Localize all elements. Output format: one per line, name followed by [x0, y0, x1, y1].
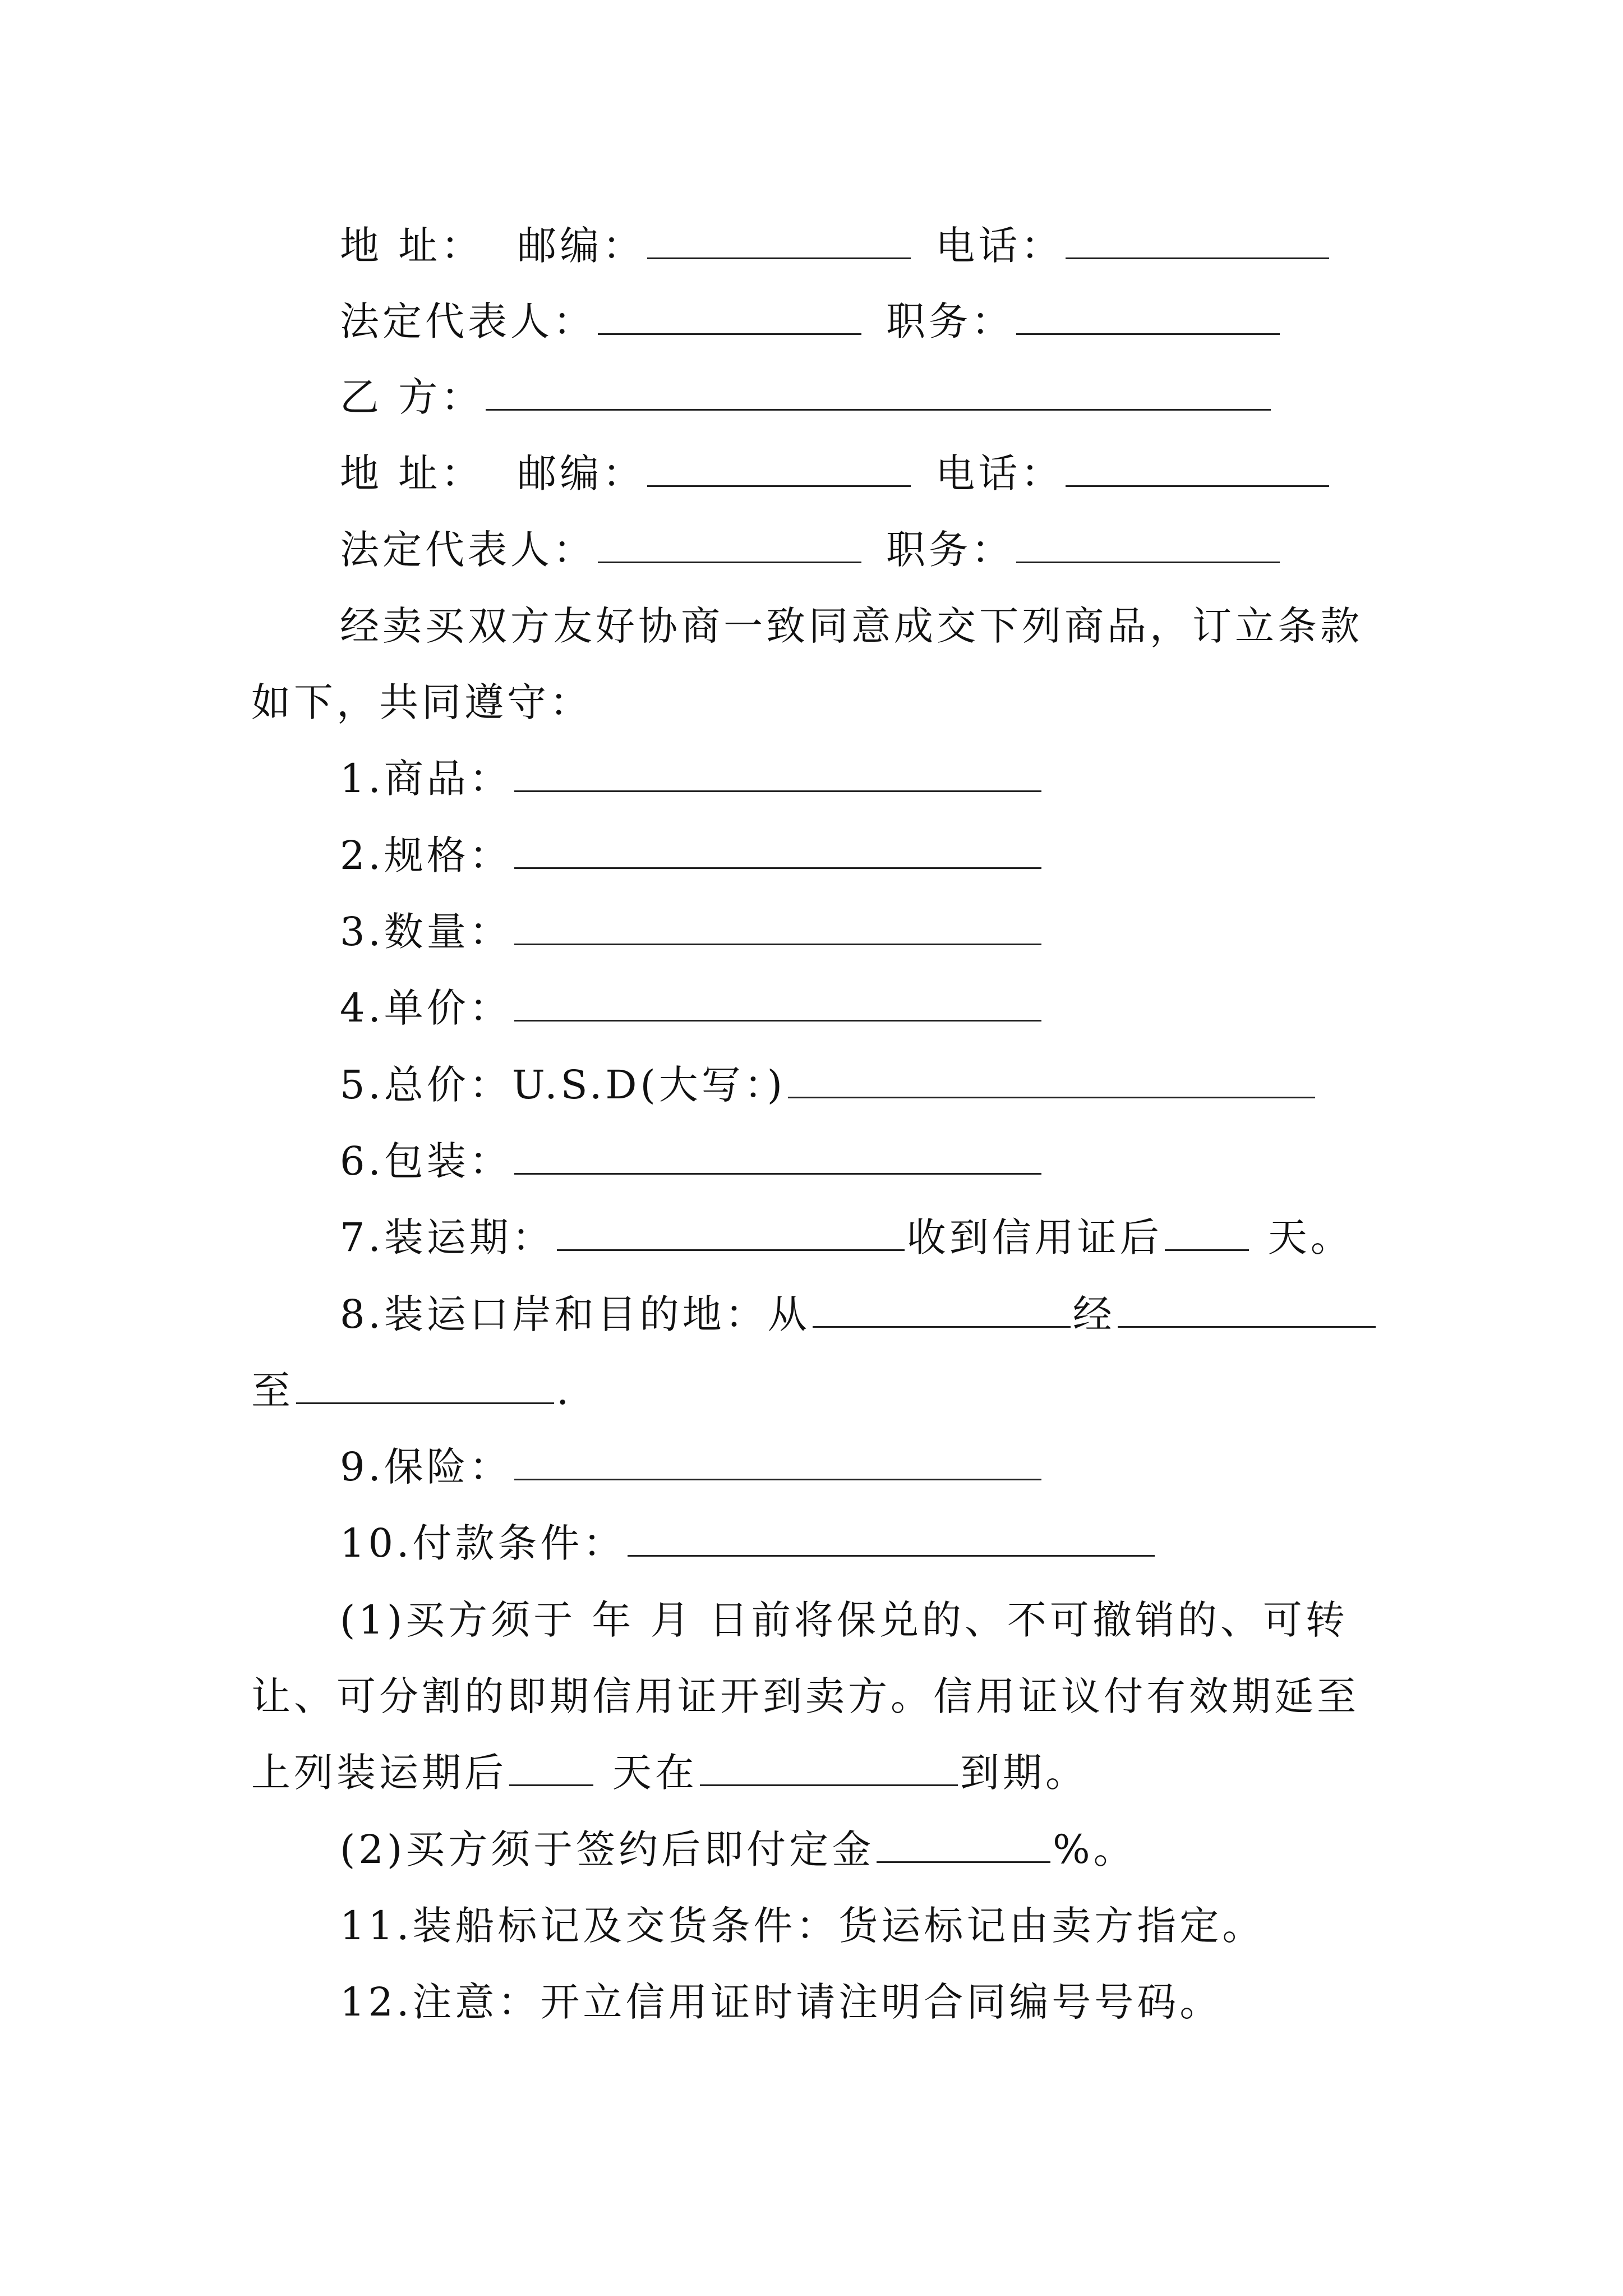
clause-8-via: 经 [1072, 1291, 1115, 1337]
postcode-label: 邮编： [517, 450, 645, 496]
payment-item-1-text-c: 到期。 [960, 1750, 1088, 1796]
clause-5-blank[interactable] [788, 1059, 1315, 1098]
payment-item-1-line-2: 让、可分割的即期信用证开到卖方。信用证议付有效期延至 [251, 1673, 1359, 1719]
payment-item-2-text-a: (2)买方须于签约后即付定金 [340, 1826, 875, 1872]
phone-label: 电话： [935, 223, 1064, 269]
postcode-blank[interactable] [647, 219, 911, 259]
title-label: 职务： [886, 527, 1014, 573]
days-blank[interactable] [1165, 1211, 1249, 1251]
clause-4-blank[interactable] [514, 982, 1041, 1022]
port-from-blank[interactable] [813, 1288, 1071, 1328]
clause-9-line [251, 1433, 1390, 1501]
postcode-blank[interactable] [647, 447, 911, 487]
clause-3-label: 3.数量： [340, 909, 512, 955]
clause-1-blank[interactable] [514, 752, 1041, 792]
clause-6-label: 6.包装： [340, 1138, 512, 1184]
payment-item-1-line-3 [251, 1739, 1390, 1806]
title-blank[interactable] [1016, 295, 1280, 335]
clause-7-label: 7.装运期： [340, 1214, 555, 1260]
port-to-blank[interactable] [296, 1364, 554, 1404]
legal-rep-blank[interactable] [598, 295, 861, 335]
clause-10-line [251, 1510, 1390, 1577]
clause-8-line-2 [251, 1357, 1390, 1424]
clause-8-label: 8.装运口岸和目的地：从 [340, 1291, 810, 1337]
clause-4-line [251, 974, 1390, 1042]
deposit-percent-blank[interactable] [877, 1823, 1050, 1863]
clause-3-line [251, 898, 1390, 965]
legal-rep-label: 法定代表人： [340, 298, 596, 344]
title-label: 职务： [886, 298, 1014, 344]
clause-1-label: 1.商品： [340, 756, 512, 802]
title-blank[interactable] [1016, 523, 1280, 563]
address-label: 地 址： [340, 450, 484, 496]
clause-8-end: . [556, 1368, 573, 1414]
phone-label: 电话： [935, 450, 1064, 496]
legal-rep-label: 法定代表人： [340, 527, 596, 573]
payment-item-2-text-b: %。 [1053, 1826, 1136, 1872]
phone-blank[interactable] [1066, 219, 1329, 259]
party-b-label: 乙 方： [340, 374, 484, 420]
expiry-place-blank[interactable] [700, 1746, 958, 1786]
clause-2-line [251, 822, 1390, 889]
payment-item-2-line [251, 1816, 1390, 1883]
payment-terms-blank[interactable] [628, 1517, 1155, 1557]
clause-9-label: 9.保险： [340, 1444, 512, 1490]
clause-11-line: 11.装船标记及交货条件：货运标记由卖方指定。 [340, 1903, 1265, 1949]
party-b-line [251, 364, 1390, 431]
clause-8-to: 至 [251, 1368, 294, 1414]
party-a-rep-line [251, 288, 1390, 355]
clause-6-line [251, 1128, 1390, 1195]
phone-blank[interactable] [1066, 447, 1329, 487]
clause-6-blank[interactable] [514, 1135, 1041, 1175]
intro-line-1: 经卖买双方友好协商一致同意成交下列商品，订立条款 [340, 603, 1363, 649]
insurance-blank[interactable] [514, 1441, 1041, 1480]
party-b-blank[interactable] [486, 371, 1271, 411]
legal-rep-blank[interactable] [598, 523, 861, 563]
payment-item-1-line-1: (1)买方须于 年 月 日前将保兑的、不可撤销的、可转 [340, 1597, 1348, 1643]
party-b-rep-line [251, 516, 1390, 583]
port-via-blank[interactable] [1118, 1288, 1376, 1328]
validity-days-blank[interactable] [509, 1746, 593, 1786]
clause-3-blank[interactable] [514, 905, 1041, 945]
address-label: 地 址： [340, 223, 484, 269]
clause-4-label: 4.单价： [340, 985, 512, 1031]
clause-10-label: 10.付款条件： [340, 1520, 626, 1566]
party-b-address-line [251, 440, 1390, 507]
postcode-label: 邮编： [517, 223, 645, 269]
clause-5-line [251, 1051, 1390, 1119]
intro-line-2: 如下，共同遵守： [251, 679, 592, 725]
clause-5-label: 5.总价：U.S.D(大写：) [340, 1062, 786, 1108]
clause-8-line [251, 1281, 1390, 1348]
payment-item-1-text-b: 天在 [612, 1750, 698, 1796]
clause-1-line [251, 745, 1390, 812]
clause-12-line: 12.注意：开立信用证时请注明合同编号号码。 [340, 1979, 1223, 2025]
clause-2-label: 2.规格： [340, 832, 512, 878]
shipment-period-blank[interactable] [557, 1211, 905, 1251]
clause-7-mid: 收到信用证后 [906, 1214, 1163, 1260]
clause-2-blank[interactable] [514, 829, 1041, 869]
clause-7-line [251, 1204, 1390, 1271]
payment-item-1-text-a: 上列装运期后 [251, 1750, 507, 1796]
clause-7-end: 天。 [1267, 1214, 1353, 1260]
party-a-address-line [251, 212, 1390, 279]
